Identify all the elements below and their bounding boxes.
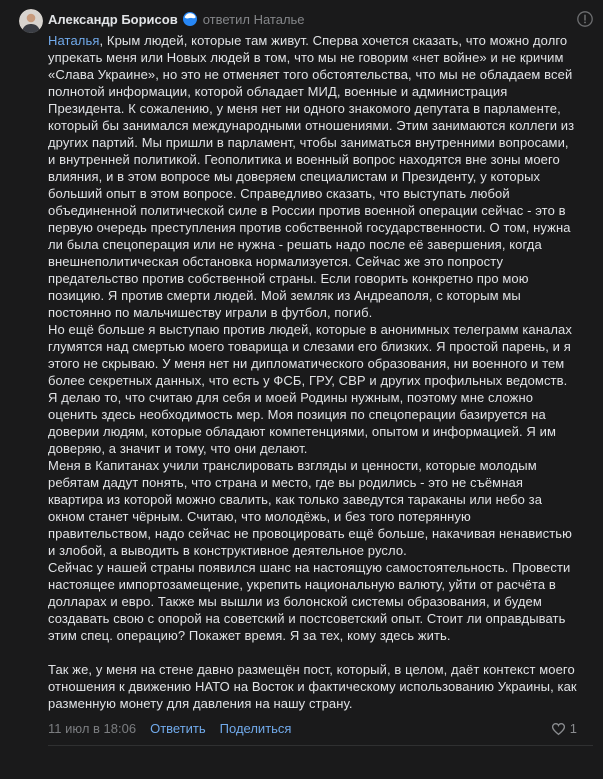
verified-badge-icon xyxy=(183,12,197,26)
avatar[interactable] xyxy=(19,9,43,33)
author-name[interactable]: Александр Борисов xyxy=(48,11,178,27)
reply-context: ответил Наталье xyxy=(202,11,305,27)
timestamp[interactable]: 11 июл в 18:06 xyxy=(48,720,137,736)
comment-divider xyxy=(48,745,593,746)
comment-footer xyxy=(48,719,577,737)
share-button[interactable]: Поделиться xyxy=(219,720,292,736)
exclamation-circle-icon xyxy=(576,10,594,28)
report-icon[interactable] xyxy=(576,10,594,28)
comment-text xyxy=(48,32,577,712)
comment-paragraph: Так же, у меня на стене давно размещён пост, который, в целом, даёт контекст моего отношения к движению НАТО на Восток и фактическому использованию Украины, как разменную монету для давления на нашу страну. xyxy=(48,662,577,711)
comment-header xyxy=(48,10,577,28)
avatar-photo xyxy=(19,9,43,33)
heart-icon xyxy=(551,722,566,736)
comment-paragraph xyxy=(48,32,577,321)
mention-link[interactable]: Наталья xyxy=(48,33,100,48)
comment-paragraph: Но ещё больше я выступаю против людей, которые в анонимных телеграмм каналах глумятся над смертью моего товарища и слезами его близких. Я простой парень, и я этого не скрываю. У меня нет ни дипломатического образования, ни военного и тем более секретных данных, что есть у ФСБ, ГРУ, СВР и других профильных ведомств. Я делаю то, что считаю для себя и моей Родины нужным, поэтому мне сложно оценить здесь необходимость мер. Моя позиция по спецоперации базируется на доверии людям, которые обладают компетенциями, опытом и информацией. Я им доверяю, а значит и тому, что они делают. xyxy=(48,322,572,456)
reply-button[interactable]: Ответить xyxy=(150,720,206,736)
comment-paragraph: Сейчас у нашей страны появился шанс на настоящую самостоятельность. Провести настоящее импортозамещение, укрепить национальную валюту, уйти от расчёта в долларах и евро. Также мы вышли из болонской системы образования, и будем создавать свою с опорой на советский и постсоветский опыт. Стоит ли оправдывать этим спец. операцию? Покажет время. Я за тех, кому здесь жить. xyxy=(48,560,571,643)
comment-paragraph: Меня в Капитанах учили транслировать взгляды и ценности, которые молодым ребятам дадут понять, что страна и место, где вы родились - это не съёмная квартира из которой можно свалить, как только заведутся тараканы или небо за окном станет чёрным. Считаю, что молодёжь, и без того потерянную правительством, надо сейчас не провоцировать ещё больше, накачивая ненавистью и злобой, а выводить в конструктивное деятельное русло. xyxy=(48,458,572,558)
like-count: 1 xyxy=(569,720,577,736)
like-button[interactable] xyxy=(551,721,577,736)
paragraph-text: , Крым людей, которые там живут. Сперва хочется сказать, что можно долго упрекать меня или Новых людей в том, что мы не говорим «нет войне» и не кричим «Слава Украине», но это не отменяет того обстоятельства, что мы не обладаем всей полнотой информации, которой обладает МИД, военные и администрация Президента. К сожалению, у меня нет ни одного знакомого депутата в парламенте, который бы занимался международными отношениями. Этим занимаются коллеги из других партий. Мы пришли в парламент, чтобы заниматься внутренними вопросами, и внутренней политикой. Геополитика и военный вопрос находятся вне зоны моего влияния, и в этом вопросе мы доверяем специалистам и Президенту, у которых больший опыт в этом вопросе. Справедливо сказать, что выступать любой объединенной политической силе в России против военной операции сейчас - это в первую очередь преступления против собственной государственности. О том, нужна ли была спецоперация или не нужна - решать надо после её завершения, когда внешнеполитическая обстановка нормализуется. Сейчас же это попросту предательство против собственной страны. Если говорить конкретно про мою позицию. Я против смерти людей. Мой земляк из Андреаполя, с которым мы постоянно по мальчишеству играли в футбол, погиб. xyxy=(48,33,575,320)
